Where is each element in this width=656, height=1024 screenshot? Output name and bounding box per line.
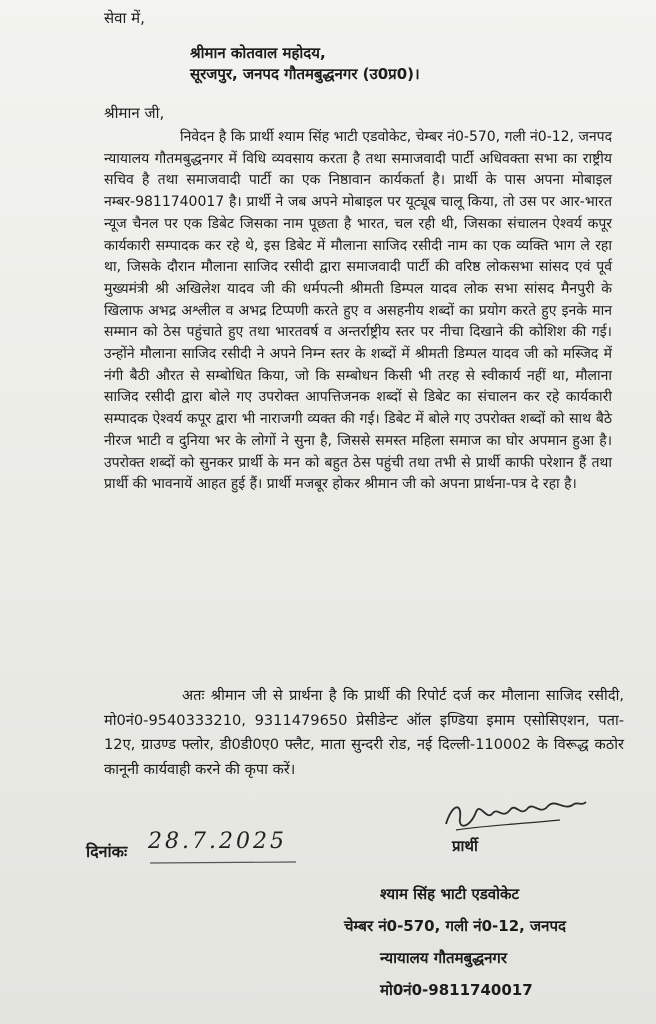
applicant-label: प्रार्थी — [452, 837, 478, 855]
date-value: 28.7.2025 — [148, 829, 287, 854]
salutation-to: सेवा में, — [104, 9, 145, 27]
greeting: श्रीमान जी, — [104, 104, 165, 122]
signer-mobile: मो0नं0-9811740017 — [380, 981, 533, 999]
date-label: दिनांकः — [86, 842, 128, 861]
request-paragraph: अतः श्रीमान जी से प्रार्थना है कि प्रार्थी की रिपोर्ट दर्ज कर मौलाना साजिद रसीदी, मो0नं0-9540333210, 9311479650 प्रेसीडेन्ट ऑल इण्डिया इमाम एसोसिएशन, पता- 12ए, ग्राउण्ड फ्लोर, डी0डी0ए0 फ्लैट, माता सुन्दरी रोड, नई दिल्ली-110002 के विरूद्ध कठोर कानूनी कार्यवाही करने की कृपा करें। — [104, 687, 624, 778]
signer-name: श्याम सिंह भाटी एडवोकेट — [380, 885, 520, 903]
recipient-address: सूरजपुर, जनपद गौतमबुद्धनगर (उ0प्र0)। — [190, 65, 420, 83]
date-underline — [148, 860, 298, 866]
signer-chamber: चेम्बर नं0-570, गली नं0-12, जनपद — [344, 917, 566, 935]
body-paragraph: निवेदन है कि प्रार्थी श्याम सिंह भाटी एडवोकेट, चेम्बर नं0-570, गली नं0-12, जनपद न्यायालय गौतमबुद्धनगर में विधि व्यवसाय करता है तथा समाजवादी पार्टी अधिवक्ता सभा का राष्ट्रीय सचिव है तथा समाजवादी पार्टी का एक निष्ठावान कार्यकर्ता है। प्रार्थी के पास अपना मोबाइल नम्बर-9811740017 है। प्रार्थी ने जब अपने मोबाइल पर यूट्यूब चालू किया, तो उस पर आर-भारत न्यूज चैनल पर एक डिबेट जिसका नाम पूछता है भारत, चल रही थी, जिसका संचालन ऐश्वर्य कपूर कार्यकारी सम्पादक कर रहे थे, इस डिबेट में मौलाना साजिद रसीदी नाम का एक व्यक्ति भाग ले रहा था, जिसके दौरान मौलाना साजिद रसीदी द्वारा समाजवादी पार्टी की वरिष्ठ लोकसभा सांसद एवं पूर्व मुख्यमंत्री श्री अखिलेश यादव जी की धर्मपत्नी श्रीमती डिम्पल यादव लोक सभा सांसद मैनपुरी के खिलाफ अभद्र अश्लील व अभद्र टिप्पणी करते हुए व असहनीय शब्दों का प्रयोग करते हुए इनके मान सम्मान को ठेस पहुंचाते हुए तथा भारतवर्ष व अन्तर्राष्ट्रीय स्तर पर नीचा दिखाने की कोशिश की गई। उन्होंने मौलाना साजिद रसीदी ने अपने निम्न स्तर के शब्दों में श्रीमती डिम्पल यादव जी को मस्जिद में नंगी बैठी औरत से सम्बोधित किया, जो कि सम्बोधन किसी भी तरह से स्वीकार्य नहीं था, मौलाना साजिद रसीदी द्वारा बोले गए उपरोक्त आपत्तिजनक शब्दों से डिबेट का संचालन कर रहे कार्यकारी सम्पादक ऐश्वर्य कपूर द्वारा भी नाराजगी व्यक्त की गई। डिबेट में बोले गए उपरोक्त शब्दों को साथ बैठे नीरज भाटी व दुनिया भर के लोगों ने सुना है, जिससे समस्त महिला समाज का घोर अपमान हुआ है। उपरोक्त शब्दों को सुनकर प्रार्थी के मन को बहुत ठेस पहुंची तथा तभी से प्रार्थी काफी परेशान हैं तथा प्रार्थी की भावनायें आहत हुई हैं। प्रार्थी मजबूर होकर श्रीमान जी को अपना प्रार्थना-पत्र दे रहा है। — [104, 129, 613, 493]
signature — [440, 790, 590, 840]
signer-court: न्यायालय गौतमबुद्धनगर — [380, 949, 507, 967]
recipient-title: श्रीमान कोतवाल महोदय, — [190, 44, 326, 62]
